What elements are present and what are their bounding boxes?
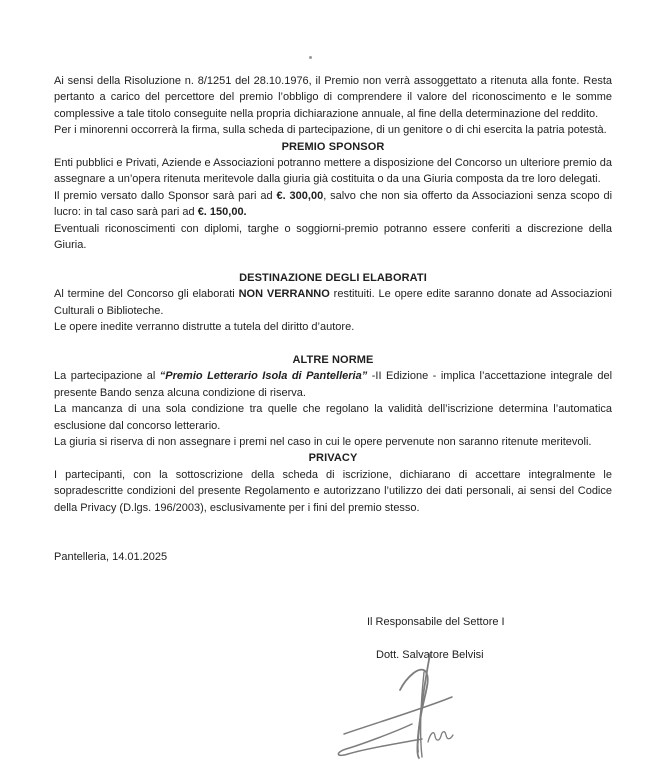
blank-line	[54, 598, 612, 614]
text-segment: Le opere inedite verranno distrutte a tutela del diritto d’autore.	[54, 321, 355, 334]
dateline: Pantelleria, 14.01.2025	[54, 550, 168, 563]
blank-line	[54, 631, 612, 647]
blank-line	[54, 532, 612, 548]
text-segment: DESTINAZIONE DEGLI ELABORATI	[239, 271, 427, 284]
text-segment: ALTRE NORME	[292, 353, 374, 366]
section-heading	[54, 450, 612, 466]
paragraph	[54, 434, 612, 450]
signatory-role: Il Responsabile del Settore I	[367, 616, 505, 629]
text-segment: NON VERRANNO	[238, 288, 330, 301]
text-segment: PREMIO SPONSOR	[281, 140, 385, 153]
text-segment: La partecipazione al	[54, 370, 160, 383]
paragraph	[54, 319, 612, 335]
text-segment: La mancanza di una sola condizione tra quelle che regolano la validità dell’iscrizione determina l’automatica esclusione dal concorso letterario.	[54, 403, 612, 432]
paragraph	[54, 155, 612, 188]
text-segment: “Premio Letterario Isola di Pantelleria”	[159, 370, 368, 383]
text-segment: Enti pubblici e Privati, Aziende e Associazioni potranno mettere a disposizione del Concorso un ulteriore premio da assegnare a un’opera ritenuta meritevole dalla giuria già costituita o da una Giuria composta da tre loro delegati.	[54, 157, 612, 186]
blank-line	[54, 335, 612, 351]
text-segment: Al termine del Concorso gli elaborati	[54, 288, 239, 301]
text-segment: I partecipanti, con la sottoscrizione della scheda di iscrizione, dichiarano di accettare integralmente le sopradescritte condizioni del presente Regolamento e autorizzano l’utilizzo dei dati personali, ai sensi del Codice della Privacy (D.lgs. 196/2003), esclusivamente per i fini del premio stesso.	[54, 468, 612, 514]
paragraph	[54, 73, 612, 122]
text-segment: PRIVACY	[308, 452, 358, 465]
text-segment: Per i minorenni occorrerà la firma, sulla scheda di partecipazione, di un genitore o di chi esercita la patria potestà.	[54, 124, 607, 137]
text-segment: , salvo che non sia offerto da Associazioni senza scopo di lucro: in tal caso sarà pari ad	[54, 189, 613, 219]
text-segment: €. 150,00.	[197, 206, 247, 219]
text-segment: -II Edizione - implica l’accettazione integrale del presente Bando senza alcuna condizione di riserva.	[54, 370, 613, 399]
blank-line	[54, 582, 612, 598]
blank-line	[54, 565, 612, 581]
text-segment: Eventuali riconoscimenti con diplomi, targhe o soggiorni-premio potranno essere conferiti a discrezione della Giuria.	[54, 222, 612, 252]
paragraph	[54, 286, 612, 319]
blank-line	[54, 516, 612, 532]
paragraph	[54, 368, 612, 401]
text-segment: €. 300,00	[276, 189, 324, 202]
paragraph	[54, 401, 612, 434]
paragraph	[54, 221, 612, 254]
text-segment: Ai sensi della Risoluzione n. 8/1251 del 28.10.1976, il Premio non verrà assoggettato a ritenuta alla fonte. Resta pertanto a carico del percettore del premio l’obbligo di comprendere il valore del riconoscimento e le somme complessive a tale titolo conseguite nella propria dichiarazione annuale, al fine della determinazione del reddito.	[54, 75, 612, 120]
handwritten-signature-icon	[330, 646, 465, 771]
paragraph	[54, 467, 612, 516]
section-heading	[54, 352, 612, 368]
blank-line	[54, 253, 612, 269]
text-segment: Il premio versato dallo Sponsor sarà pari ad	[54, 189, 277, 202]
document-body	[54, 73, 612, 516]
section-heading	[54, 139, 612, 155]
paragraph	[54, 188, 612, 221]
document-content	[54, 73, 612, 664]
text-segment: restituiti. Le opere edite saranno donate ad Associazioni Culturali o Biblioteche.	[54, 288, 612, 317]
signatory-name: Dott. Salvatore Belvisi	[376, 649, 484, 662]
section-heading	[54, 270, 612, 286]
stray-dot-artifact	[309, 56, 312, 59]
text-segment: La giuria si riserva di non assegnare i premi nel caso in cui le opere pervenute non saranno ritenute meritevoli.	[54, 435, 592, 448]
paragraph	[54, 122, 612, 138]
